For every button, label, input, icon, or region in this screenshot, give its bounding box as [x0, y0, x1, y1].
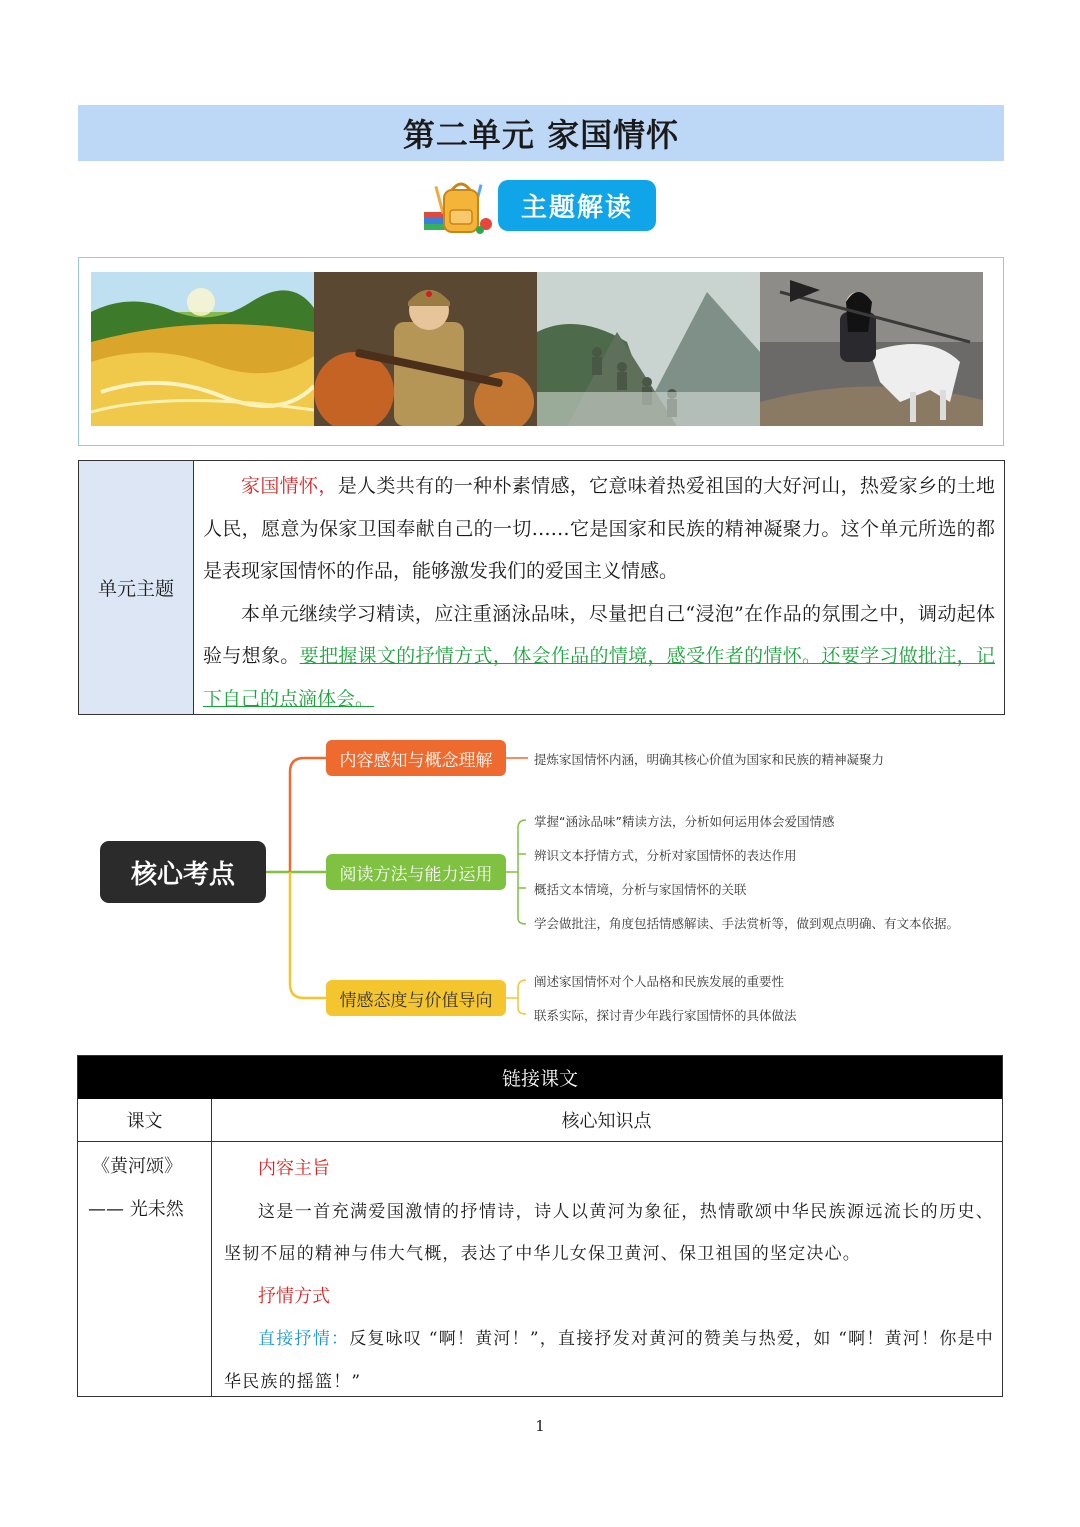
mindmap-leaf: 提炼家国情怀内涵，明确其核心价值为国家和民族的精神凝聚力	[534, 752, 885, 767]
page-number: 1	[535, 1417, 545, 1435]
linked-lessons-table	[77, 1055, 1003, 1397]
content-theme-text: 这是一首充满爱国激情的抒情诗，诗人以黄河为象征，热情歌颂中华民族源远流长的历史、坚韧不屈的精神与伟大气概，表达了中华儿女保卫黄河、保卫祖国的坚定决心。	[224, 1201, 994, 1264]
unit-theme-paragraph-1: 家国情怀，是人类共有的一种朴素情感，它意味着热爱祖国的大好河山，热爱家乡的土地人民，愿意为保家卫国奉献自己的一切……它是国家和民族的精神凝聚力。这个单元所选的都是表现家国情怀的作品，能够激发我们的爱国主义情感。	[203, 475, 995, 582]
mindmap-root-core-points: 核心考点	[100, 841, 266, 903]
mindmap-branch-content: 内容感知与概念理解	[326, 740, 506, 776]
unit-theme-paragraph-2: 本单元继续学习精读，应注重涵泳品味，尽量把自己“浸泡”在作品的氛围之中，调动起体验与想象。要把握课文的抒情方式，体会作品的情境，感受作者的情怀。还要学习做批注，记下自己的点滴体会。	[203, 602, 995, 710]
heading-content-theme: 内容主旨	[258, 1158, 330, 1179]
lesson-title: 《黄河颂》	[92, 1156, 182, 1177]
mindmap-leaf: 概括文本情境，分析与家国情怀的关联	[534, 882, 747, 897]
mindmap-leaf: 辨识文本抒情方式，分析对家国情怀的表达作用	[534, 848, 797, 863]
mindmap-branch-reading: 阅读方法与能力运用	[326, 854, 506, 890]
column-header-key-points: 核心知识点	[211, 1099, 1002, 1142]
yellow-river-rapids-image	[91, 272, 314, 426]
column-divider	[211, 1099, 212, 1396]
mindmap-branch-emotion: 情感态度与价值导向	[326, 980, 506, 1016]
illustration-strip	[78, 257, 1004, 446]
mindmap-leaf: 掌握“涵泳品味”精读方法，分析如何运用体会爱国情感	[534, 814, 835, 829]
soldier-with-rifle-image	[314, 272, 537, 426]
unit-theme-table	[78, 460, 1005, 715]
unit-theme-label-cell: 单元主题	[79, 461, 194, 714]
mindmap-leaf: 联系实际，探讨青少年践行家国情怀的具体做法	[534, 1008, 797, 1023]
mindmap-leaf: 阐述家国情怀对个人品格和民族发展的重要性	[534, 974, 785, 989]
woman-warrior-on-horse-image	[760, 272, 983, 426]
unit-theme-text	[203, 465, 995, 720]
linked-lessons-header: 链接课文	[78, 1056, 1002, 1099]
unit-theme-learning-goal: 要把握课文的抒情方式，体会作品的情境，感受作者的情怀。还要学习做批注，记下自己的点滴体会。	[203, 645, 995, 710]
direct-lyricism-label: 直接抒情：	[258, 1329, 350, 1349]
lesson-author: —— 光未然	[88, 1199, 184, 1220]
soldiers-climbing-mountain-image	[537, 272, 760, 426]
theme-interpretation-badge: 主题解读	[498, 180, 656, 231]
unit-title: 第二单元 家国情怀	[402, 116, 680, 154]
unit-theme-keyword: 家国情怀，	[241, 475, 338, 497]
mindmap-leaf: 学会做批注，角度包括情感解读、手法赏析等，做到观点明确、有文本依据。	[534, 916, 960, 931]
column-header-lesson: 课文	[78, 1099, 211, 1142]
lyrical-method-text: 直接抒情：反复咏叹 “啊！黄河！”，直接抒发对黄河的赞美与热爱，如 “啊！黄河！你是中华民族的摇篮！”	[224, 1329, 995, 1392]
heading-lyrical-method: 抒情方式	[258, 1285, 330, 1307]
unit-title-bar	[78, 105, 1004, 161]
lesson-key-points	[224, 1148, 994, 1403]
school-backpack-icon	[420, 176, 498, 236]
